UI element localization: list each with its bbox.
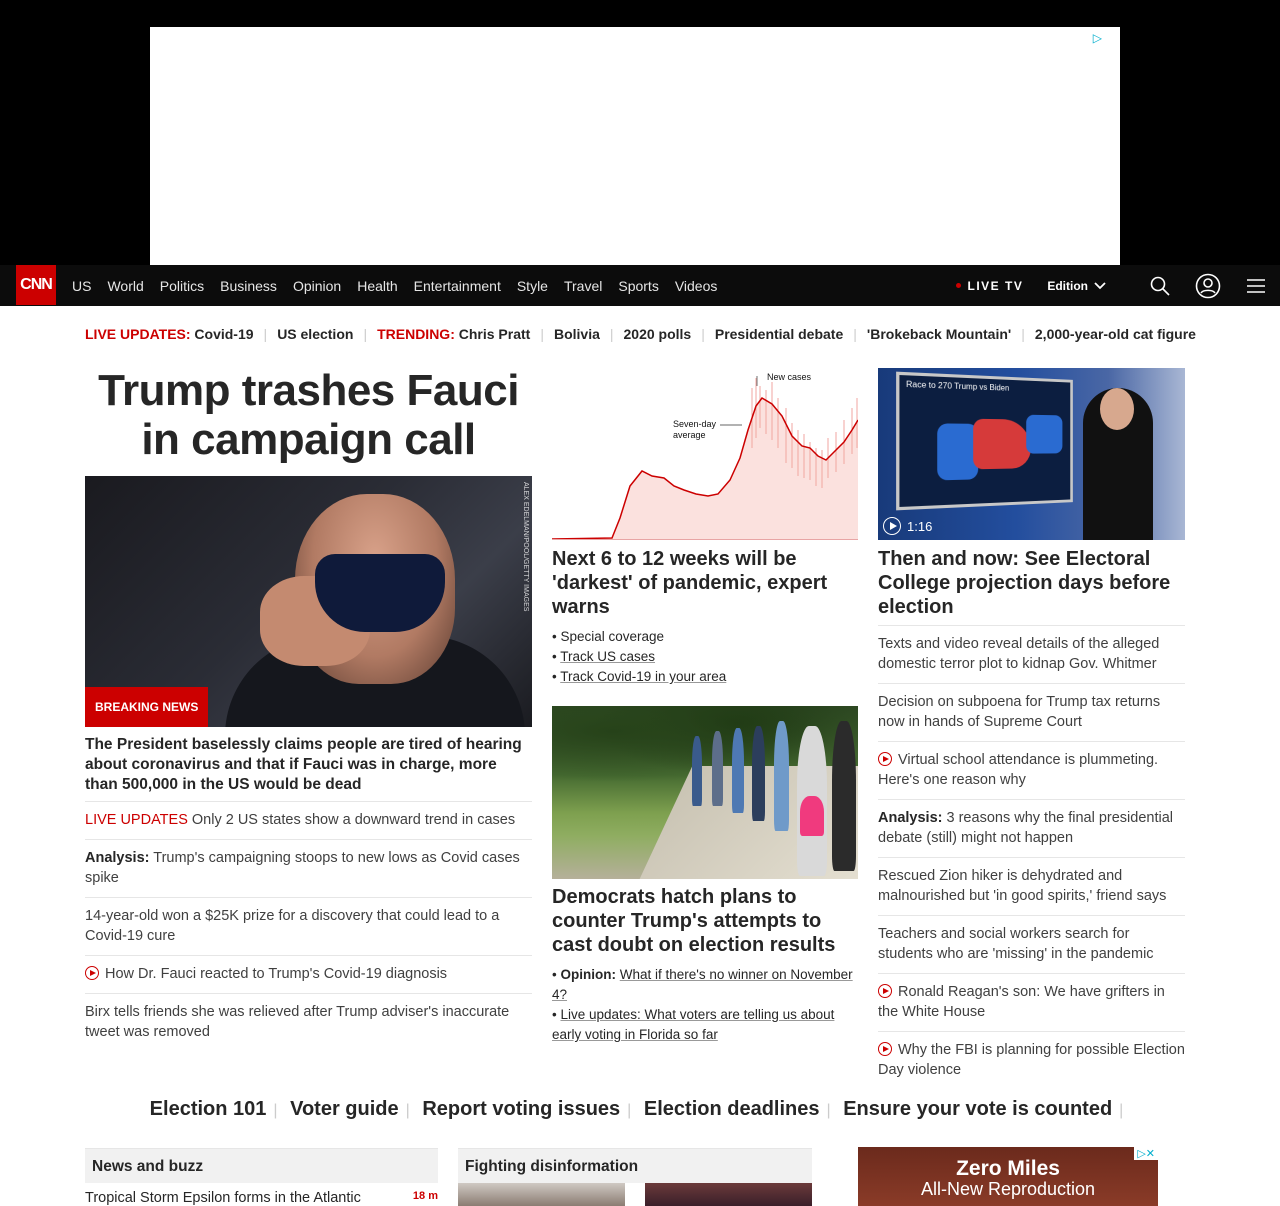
top-ad-region [0, 0, 1280, 265]
news-buzz-item[interactable]: Tropical Storm Epsilon forms in the Atlantic 18 m [85, 1190, 438, 1206]
trending-item[interactable]: 'Brokeback Mountain' [866, 326, 1012, 342]
video-duration: 1:16 [883, 517, 932, 535]
video-play-icon [878, 752, 892, 766]
story-bullets: • Opinion: What if there's no winner on November 4? • Live updates: What voters are telling us about early voting in Florida so far [552, 967, 853, 1042]
hero-summary[interactable]: The President baselessly claims people are tired of hearing about coronavirus and that if Fauci was in charge, more than 500,000 in the US would be dead [85, 736, 522, 793]
story-covid-darkest [552, 547, 858, 687]
story-democrats-plans [552, 885, 858, 1045]
election-link[interactable]: Election 101 [149, 1098, 267, 1120]
trending-item[interactable]: 2020 polls [623, 326, 692, 342]
list-item[interactable]: Birx tells friends she was relieved after Trump adviser's inaccurate tweet was removed [85, 993, 532, 1051]
list-item[interactable]: Decision on subpoena for Trump tax returns now in hands of Supreme Court [878, 683, 1185, 741]
story-bullets: • Special coverage • Track US cases • Track Covid-19 in your area [552, 629, 727, 684]
trending-label: TRENDING: [377, 326, 455, 342]
trending-us-election[interactable]: US election [277, 326, 354, 342]
live-tv-label: LIVE TV [967, 278, 1024, 293]
zone-header-disinformation: Fighting disinformation [458, 1148, 812, 1183]
electoral-video[interactable] [878, 368, 1185, 540]
story-title[interactable]: Democrats hatch plans to counter Trump's attempts to cast doubt on election results [552, 886, 836, 956]
search-button[interactable] [1136, 265, 1184, 306]
hero-image[interactable] [85, 476, 532, 727]
cnn-logo[interactable]: CNN [16, 265, 56, 305]
chevron-down-icon [1094, 282, 1106, 290]
list-item[interactable]: Teachers and social workers search for students who are 'missing' in the pandemic [878, 915, 1185, 973]
list-item[interactable]: Analysis: 3 reasons why the final presidential debate (still) might not happen [878, 799, 1185, 857]
trending-item[interactable]: Bolivia [553, 326, 600, 342]
play-icon [883, 517, 901, 535]
disinformation-thumb[interactable] [458, 1183, 625, 1206]
trending-item[interactable]: 2,000-year-old cat figure [1034, 326, 1196, 342]
nav-links [72, 265, 717, 306]
nav-link-health[interactable]: Health [357, 277, 398, 294]
live-dot-icon [956, 283, 961, 288]
video-play-icon [85, 966, 99, 980]
edition-dropdown[interactable] [1047, 279, 1106, 293]
nav-link-world[interactable]: World [107, 277, 144, 294]
list-item[interactable]: Rescued Zion hiker is dehydrated and malnourished but 'in good spirits,' friend says [878, 857, 1185, 915]
photo-credit: ALEX EDELMAN/POOL/GETTY IMAGES [522, 482, 529, 612]
zone-header-news-buzz: News and buzz [85, 1148, 438, 1183]
chart-label-average-2: average [673, 430, 706, 440]
nav-link-entertainment[interactable]: Entertainment [413, 277, 501, 294]
trending-covid[interactable]: Covid-19 [194, 326, 254, 342]
sidebar-ad[interactable]: Zero Miles All-New Reproduction ▷✕ [858, 1147, 1158, 1206]
story-electoral-college [878, 547, 1185, 619]
nav-link-style[interactable]: Style [516, 277, 548, 294]
election-link[interactable]: Report voting issues [422, 1098, 621, 1120]
nav-link-business[interactable]: Business [220, 277, 277, 294]
chart-label-new-cases: New cases [767, 372, 812, 382]
bullet-link[interactable]: Track Covid-19 in your area [560, 669, 727, 684]
list-item[interactable]: Ronald Reagan's son: We have grifters in the White House [878, 973, 1185, 1031]
voters-line-photo[interactable] [552, 706, 858, 879]
menu-button[interactable] [1232, 265, 1280, 306]
search-icon [1150, 276, 1170, 296]
trending-bar: LIVE UPDATES: Covid-19 | US election | TRENDING: Chris Pratt | Bolivia | 2020 polls | Presidential debate | 'Brokeback Mountain' | 2,000-year-old cat figure [85, 326, 1196, 342]
bullet-link[interactable]: Track US cases [560, 649, 656, 664]
trending-item[interactable]: Presidential debate [714, 326, 844, 342]
main-nav [0, 265, 1280, 306]
bullet-link[interactable]: Special coverage [560, 629, 665, 644]
video-play-icon [878, 1042, 892, 1056]
list-item[interactable]: Why the FBI is planning for possible Election Day violence [878, 1031, 1185, 1089]
nav-link-us[interactable]: US [72, 277, 92, 294]
election-link[interactable]: Voter guide [290, 1098, 399, 1120]
election-link[interactable]: Ensure your vote is counted [843, 1098, 1113, 1120]
nav-link-politics[interactable]: Politics [159, 277, 205, 294]
col1-headline-list [85, 801, 532, 1051]
account-button[interactable] [1184, 265, 1232, 306]
chart-label-average: Seven-day [673, 419, 717, 429]
nav-link-videos[interactable]: Videos [674, 277, 718, 294]
bullet-link[interactable]: Live updates: What voters are telling us about early voting in Florida so far [552, 1007, 835, 1042]
breaking-news-badge: BREAKING NEWS [85, 687, 208, 727]
list-item[interactable]: How Dr. Fauci reacted to Trump's Covid-19 diagnosis [85, 955, 532, 993]
live-tv-button[interactable] [956, 279, 1023, 293]
list-item[interactable]: LIVE UPDATES Only 2 US states show a downward trend in cases [85, 801, 532, 839]
nav-link-opinion[interactable]: Opinion [292, 277, 342, 294]
list-item[interactable]: 14-year-old won a $25K prize for a discovery that could lead to a Covid-19 cure [85, 897, 532, 955]
user-icon [1195, 273, 1221, 299]
trending-item[interactable]: Chris Pratt [458, 326, 531, 342]
story-title[interactable]: Then and now: See Electoral College projection days before election [878, 548, 1171, 618]
election-link[interactable]: Election deadlines [643, 1098, 820, 1120]
story-title[interactable]: Next 6 to 12 weeks will be 'darkest' of pandemic, expert warns [552, 548, 828, 618]
list-item[interactable]: Virtual school attendance is plummeting. Here's one reason why [878, 741, 1185, 799]
main-headline[interactable]: Trump trashes Fauci in campaign call [98, 366, 519, 464]
video-screen-caption: Race to 270 Trump vs Biden [906, 379, 1010, 393]
covid-cases-chart[interactable] [552, 368, 858, 540]
nav-link-travel[interactable]: Travel [563, 277, 603, 294]
col3-headline-list [878, 625, 1185, 1089]
ad-close-icon[interactable]: ▷✕ [1134, 1147, 1158, 1160]
list-item[interactable]: Analysis: Trump's campaigning stoops to new lows as Covid cases spike [85, 839, 532, 897]
adchoices-icon[interactable]: ▷ [1092, 31, 1102, 45]
hamburger-icon [1246, 278, 1266, 294]
video-play-icon [878, 984, 892, 998]
disinformation-thumb[interactable] [645, 1183, 812, 1206]
list-item[interactable]: Texts and video reveal details of the alleged domestic terror plot to kidnap Gov. Whitmer [878, 625, 1185, 683]
nav-link-sports[interactable]: Sports [618, 277, 659, 294]
bullet-link[interactable]: What if there's no winner on November 4? [552, 967, 853, 1002]
top-ad-banner[interactable] [150, 27, 1120, 265]
item-time: 18 m [412, 1190, 438, 1202]
live-updates-label: LIVE UPDATES: [85, 326, 191, 342]
nav-right [956, 265, 1280, 306]
election-links: Election 101 | Voter guide | Report voting issues | Election deadlines | Ensure your vote is counted | [149, 1098, 1124, 1120]
edition-label: Edition [1047, 278, 1088, 293]
